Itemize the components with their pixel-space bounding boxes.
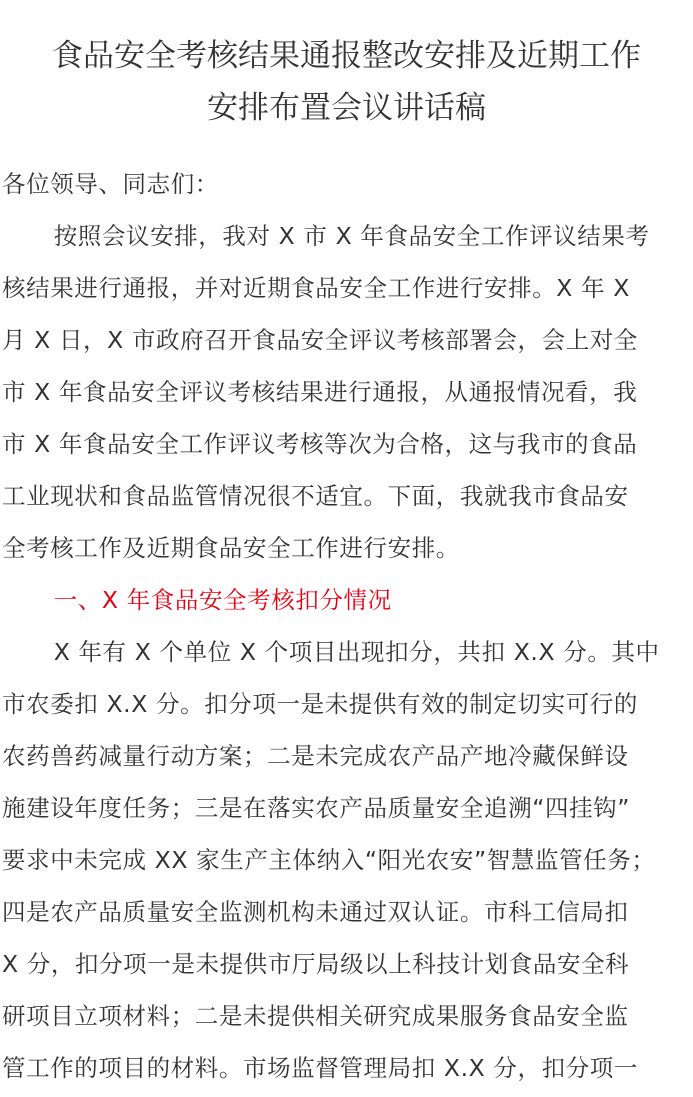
- paragraph-2-line: 市农委扣 X.X 分。扣分项一是未提供有效的制定切实可行的: [2, 690, 639, 718]
- paragraph-2-line: 施建设年度任务；三是在落实农产品质量安全追溯“四挂钩”: [2, 794, 631, 822]
- paragraph-2-line: 要求中未完成 XX 家生产主体纳入“阳光农安”智慧监管任务；: [2, 846, 656, 874]
- salutation: 各位领导、同志们：: [2, 170, 219, 198]
- section-1-heading: 一、X 年食品安全考核扣分情况: [53, 586, 392, 614]
- document-body: [0, 158, 693, 1094]
- paragraph-1-line: 核结果进行通报，并对近期食品安全工作进行安排。X 年 X: [2, 274, 630, 302]
- paragraph-1-line: 月 X 日，X 市政府召开食品安全评议考核部署会，会上对全: [2, 326, 639, 354]
- paragraph-2-line: 四是农产品质量安全监测机构未通过双认证。市科工信局扣: [2, 898, 629, 926]
- title-line-2: 安排布置会议讲话稿: [207, 90, 486, 126]
- document-title: [0, 0, 693, 134]
- paragraph-2-line: 管工作的项目的材料。市场监督管理局扣 X.X 分，扣分项一: [2, 1054, 639, 1082]
- paragraph-2: [0, 626, 693, 1094]
- paragraph-2-line: 研项目立项材料；二是未提供相关研究成果服务食品安全监: [2, 1002, 629, 1030]
- paragraph-1-line: 全考核工作及近期食品安全工作进行安排。: [2, 534, 460, 562]
- paragraph-1-line: 工业现状和食品监管情况很不适宜。下面，我就我市食品安: [2, 482, 629, 510]
- paragraph-1: [0, 210, 693, 574]
- paragraph-2-line: 农药兽药减量行动方案；二是未完成农产品产地冷藏保鲜设: [2, 742, 629, 770]
- paragraph-1-line: 市 X 年食品安全评议考核结果进行通报，从通报情况看，我: [2, 378, 638, 406]
- title-line-1: 食品安全考核结果通报整改安排及近期工作: [52, 38, 641, 74]
- paragraph-2-line: X 年有 X 个单位 X 个项目出现扣分，共扣 X.X 分。其中: [53, 638, 660, 666]
- paragraph-1-line: 市 X 年食品安全工作评议考核等次为合格，这与我市的食品: [2, 430, 638, 458]
- paragraph-2-line: X 分，扣分项一是未提供市厅局级以上科技计划食品安全科: [2, 950, 630, 978]
- paragraph-1-line: 按照会议安排，我对 X 市 X 年食品安全工作评议结果考: [53, 222, 650, 250]
